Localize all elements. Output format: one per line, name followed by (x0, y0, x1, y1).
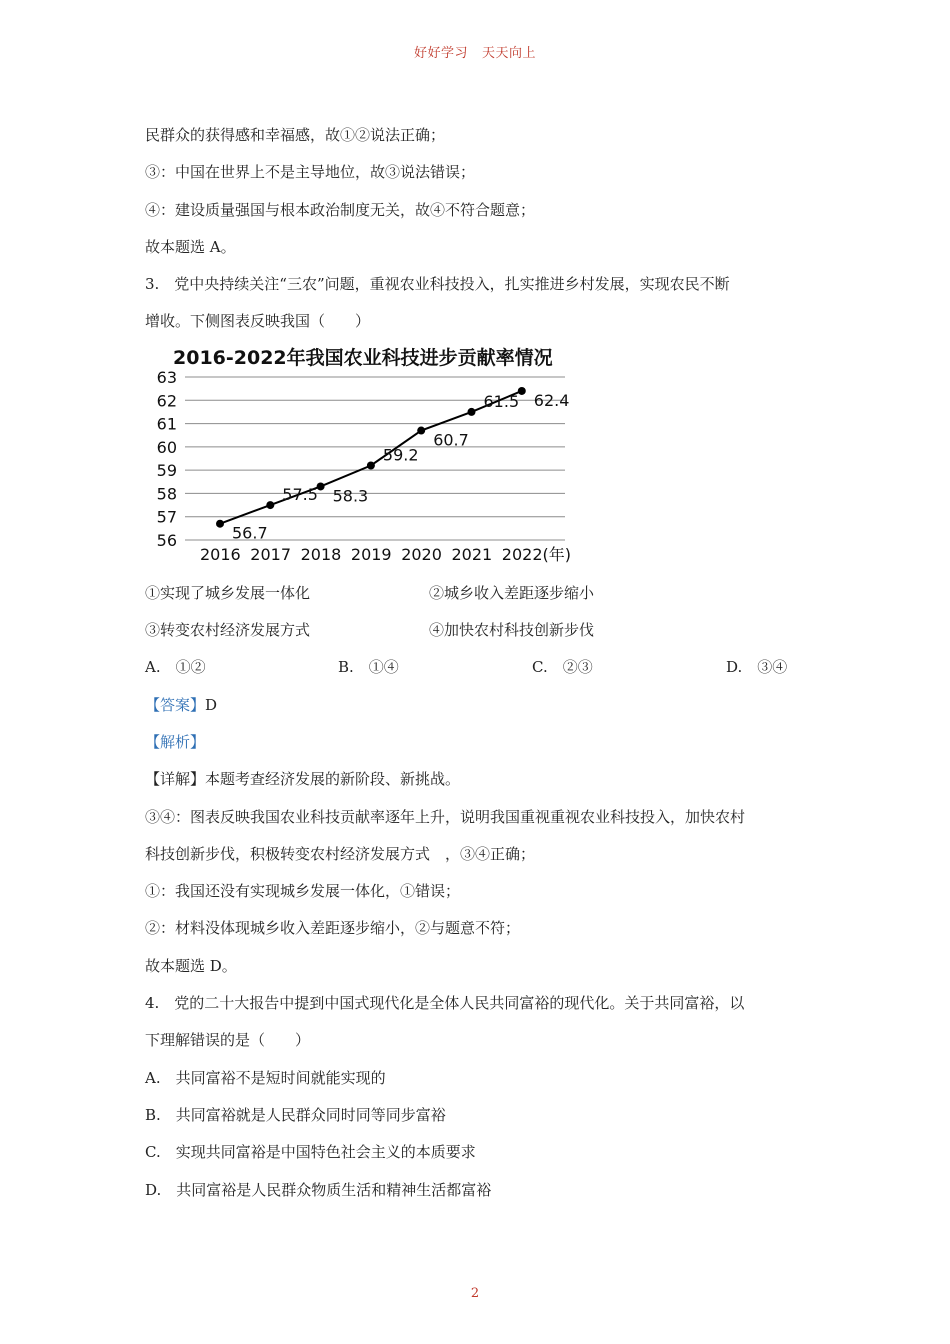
chart-title: 2016-2022年我国农业科技进步贡献率情况 (173, 346, 553, 369)
choice-a: A. ①② (145, 658, 206, 677)
series-line (220, 391, 522, 524)
question-4-option-c: C. 实现共同富裕是中国特色社会主义的本质要求 (145, 1143, 476, 1162)
answer-value: D (205, 695, 218, 714)
page-header (0, 42, 950, 61)
statement-4: ④加快农村科技创新步伐 (429, 621, 595, 640)
page-content (145, 117, 815, 1209)
text-line: 故本题选 A。 (145, 237, 236, 256)
question-3-line-2: 增收。下侧图表反映我国（ ） (145, 312, 371, 331)
x-tick-label: 2019 (350, 544, 392, 564)
y-tick-label: 62 (156, 391, 177, 411)
text-line: ②：材料没体现城乡收入差距逐步缩小，②与题意不符； (145, 919, 521, 938)
answer-tag: 【答案】 (145, 695, 206, 714)
text-line: 民群众的获得感和幸福感，故①②说法正确； (145, 126, 446, 144)
y-tick-label: 57 (156, 507, 177, 527)
analysis-tag: 【解析】 (145, 732, 206, 751)
x-tick-label: 2021 (451, 544, 493, 564)
text-line: ③④：图表反映我国农业科技贡献率逐年上升，说明我国重视重视农业科技投入，加快农村 (145, 807, 746, 826)
data-label: 62.4 (533, 390, 570, 410)
line-chart (145, 343, 605, 575)
data-label: 61.5 (483, 391, 520, 411)
text-line: 科技创新步伐，积极转变农村经济发展方式 ，③④正确； (145, 844, 536, 863)
header-left-text: 好好学习 (413, 46, 468, 61)
detail-line (145, 761, 815, 798)
question-4-option-b: B. 共同富裕就是人民群众同时同等同步富裕 (145, 1105, 446, 1124)
data-point (216, 519, 224, 527)
statement-3: ③转变农村经济发展方式 (145, 621, 311, 640)
x-tick-label: 2022(年) (501, 544, 572, 564)
data-point (367, 461, 375, 469)
data-label: 56.7 (232, 523, 268, 543)
choice-d: D. ③④ (726, 658, 788, 677)
x-tick-label: 2016 (200, 544, 241, 564)
analysis-line (145, 724, 815, 761)
text-line: ④：建设质量强国与根本政治制度无关，故④不符合题意； (145, 200, 536, 219)
data-point (417, 426, 425, 434)
y-tick-label: 58 (156, 484, 177, 504)
statement-2: ②城乡收入差距逐步缩小 (429, 583, 595, 602)
question-4-line-1: 4. 党的二十大报告中提到中国式现代化是全体人民共同富裕的现代化。关于共同富裕，以 (145, 994, 745, 1013)
data-point (468, 408, 476, 416)
y-tick-label: 59 (156, 460, 177, 480)
statement-row (145, 575, 815, 612)
question-3-line-1: 3. 党中央持续关注“三农”问题，重视农业科技投入，扎实推进乡村发展，实现农民不断 (145, 275, 730, 294)
answer-line (145, 687, 815, 724)
y-tick-label: 61 (156, 414, 177, 434)
chart-svg (145, 343, 605, 575)
data-label: 58.3 (332, 486, 369, 506)
detail-text: 本题考查经济发展的新阶段、新挑战。 (205, 770, 461, 789)
choice-c: C. ②③ (532, 658, 593, 677)
detail-tag: 【详解】 (145, 770, 206, 789)
statement-row (145, 612, 815, 649)
x-tick-label: 2017 (250, 544, 292, 564)
text-line: ①：我国还没有实现城乡发展一体化，①错误； (145, 882, 461, 901)
y-tick-label: 60 (156, 437, 177, 457)
x-tick-label: 2020 (401, 544, 442, 564)
choice-row (145, 649, 815, 686)
question-4-line-2: 下理解错误的是（ ） (145, 1031, 311, 1050)
data-label: 60.7 (433, 430, 469, 450)
data-point (266, 501, 274, 509)
text-line: ③：中国在世界上不是主导地位，故③说法错误； (145, 163, 476, 182)
choice-b: B. ①④ (338, 658, 399, 677)
statement-1: ①实现了城乡发展一体化 (145, 583, 311, 602)
data-label: 57.5 (282, 484, 318, 504)
y-tick-label: 56 (156, 530, 177, 550)
question-4-option-a: A. 共同富裕不是短时间就能实现的 (145, 1068, 386, 1087)
question-4-option-d: D. 共同富裕是人民群众物质生活和精神生活都富裕 (145, 1180, 492, 1199)
header-right-text: 天天向上 (482, 46, 537, 61)
y-tick-label: 63 (156, 367, 177, 387)
x-tick-label: 2018 (300, 544, 342, 564)
text-line: 故本题选 D。 (145, 956, 237, 975)
data-label: 59.2 (382, 445, 419, 465)
page-number: 2 (470, 1286, 480, 1301)
